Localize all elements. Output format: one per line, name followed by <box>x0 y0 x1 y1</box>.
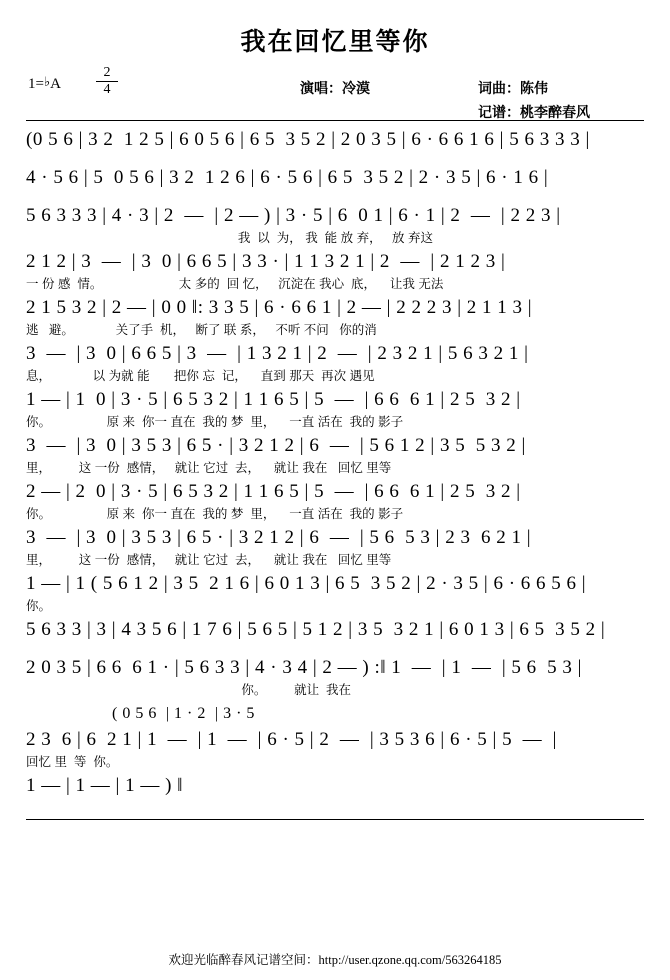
flat-icon: ♭ <box>43 74 51 89</box>
key-signature <box>28 74 61 93</box>
lyrics-row: 你。 就让 我在 <box>26 683 352 697</box>
notation-row: 2 1 2 | 3 — | 3 0 | 6 6 5 | 3 3 · | 1 1 3 2 1 | 2 — | 2 1 2 3 | <box>26 251 506 272</box>
notation-row: 4 · 5 6 | 5 0 5 6 | 3 2 1 2 6 | 6 · 5 6 | 6 5 3 5 2 | 2 · 3 5 | 6 · 1 6 | <box>26 167 549 188</box>
sheet-music-page <box>0 22 670 980</box>
score-line-ending-1 <box>26 571 644 615</box>
time-signature <box>96 66 118 97</box>
notation-row: 2 3 6 | 6 2 1 | 1 — | 1 — | 6 · 5 | 2 — | 3 5 3 6 | 6 · 5 | 5 — | <box>26 729 557 750</box>
lyrics-row: 里， 这 一份 感情， 就让 它过 去， 就让 我在 回忆 里等 <box>26 461 392 475</box>
time-numerator: 2 <box>96 66 118 82</box>
lyrics-row: 你。 原 来 你一 直在 我的 梦 里， 一直 活在 我的 影子 <box>26 415 404 429</box>
notation-row: 2 1 5 3 2 | 2 — | 0 0 ‖: 3 3 5 | 6 · 6 6 1 | 2 — | 2 2 2 3 | 2 1 1 3 | <box>26 297 533 318</box>
score-header <box>0 64 670 120</box>
score-body <box>26 127 644 809</box>
lyrics-row: 我 以 为， 我 能 放 弃， 放 弃这 <box>26 231 433 245</box>
key-letter: A <box>50 76 61 92</box>
score-line <box>26 525 644 569</box>
score-line-final <box>26 773 644 809</box>
lyrics-row: 回忆 里 等 你。 <box>26 755 119 769</box>
score-line-pickup <box>26 701 644 771</box>
notation-row: 3 — | 3 0 | 3 5 3 | 6 5 · | 3 2 1 2 | 6 — | 5 6 1 2 | 3 5 5 3 2 | <box>26 435 526 456</box>
singer-credit: 演唱：冷漠 <box>300 80 370 96</box>
key-label: 1= <box>28 76 44 92</box>
score-line <box>26 165 644 201</box>
notator-credit: 记谱：桃李醉春风 <box>478 104 590 120</box>
time-denominator: 4 <box>103 82 111 97</box>
score-line <box>26 249 644 293</box>
notation-row: 2 0 3 5 | 6 6 6 1 · | 5 6 3 3 | 4 · 3 4 | 2 — ) :‖ 1 — | 1 — | 5 6 5 3 | <box>26 657 582 678</box>
notation-row: 1 — | 1 ( 5 6 1 2 | 3 5 2 1 6 | 6 0 1 3 | 6 5 3 5 2 | 2 · 3 5 | 6 · 6 6 5 6 | <box>26 573 587 594</box>
lyrics-row: 里， 这 一份 感情， 就让 它过 去， 就让 我在 回忆 里等 <box>26 553 392 567</box>
score-line <box>26 433 644 477</box>
notation-row: 5 6 3 3 | 3 | 4 3 5 6 | 1 7 6 | 5 6 5 | 5 1 2 | 3 5 3 2 1 | 6 0 1 3 | 6 5 3 5 2 | <box>26 619 606 640</box>
score-line <box>26 617 644 653</box>
notation-row: 3 — | 3 0 | 3 5 3 | 6 5 · | 3 2 1 2 | 6 — | 5 6 5 3 | 2 3 6 2 1 | <box>26 527 532 548</box>
score-line <box>26 295 644 339</box>
lyrics-row: 你。 原 来 你一 直在 我的 梦 里， 一直 活在 我的 影子 <box>26 507 404 521</box>
notation-row: (0 5 6 | 3 2 1 2 5 | 6 0 5 6 | 6 5 3 5 2 | 2 0 3 5 | 6 · 6 6 1 6 | 5 6 3 3 3 | <box>26 129 590 150</box>
lyrics-row: 息， 以 为就 能 把你 忘 记， 直到 那天 再次 遇见 <box>26 369 375 383</box>
pickup-insert-row: ( 0 5 6 | 1 · 2 | 3 · 5 <box>112 705 255 722</box>
score-line <box>26 127 644 163</box>
notation-row: 3 — | 3 0 | 6 6 5 | 3 — | 1 3 2 1 | 2 — | 2 3 2 1 | 5 6 3 2 1 | <box>26 343 529 364</box>
page-title: 我在回忆里等你 <box>240 28 430 56</box>
lyrics-row: 一 份 感 情。 太 多的 回 忆， 沉淀在 我心 底， 让我 无法 <box>26 277 444 291</box>
lyrics-row <box>26 799 644 809</box>
notation-row: 2 — | 2 0 | 3 · 5 | 6 5 3 2 | 1 1 6 5 | 5 — | 6 6 6 1 | 2 5 3 2 | <box>26 481 521 502</box>
score-line-ending-2 <box>26 655 644 699</box>
score-line <box>26 387 644 431</box>
score-line <box>26 203 644 247</box>
lyrics-row <box>26 191 644 201</box>
notation-row: 1 — | 1 0 | 3 · 5 | 6 5 3 2 | 1 1 6 5 | 5 — | 6 6 6 1 | 2 5 3 2 | <box>26 389 521 410</box>
score-line <box>26 479 644 523</box>
notation-row: 1 — | 1 — | 1 — ) ‖ <box>26 775 184 796</box>
score-line <box>26 341 644 385</box>
lyrics-row <box>26 643 644 653</box>
footer-credit: 欢迎光临醉春风记谱空间：http://user.qzone.qq.com/563264185 <box>168 953 502 967</box>
lyrics-row: 你。 <box>26 599 52 613</box>
notation-row: 5 6 3 3 3 | 4 · 3 | 2 — | 2 — ) | 3 · 5 | 6 0 1 | 6 · 1 | 2 — | 2 2 3 | <box>26 205 561 226</box>
composer-credit: 词曲：陈伟 <box>478 80 548 96</box>
footer-divider <box>26 819 644 820</box>
lyrics-row <box>26 153 644 163</box>
lyrics-row: 逃 避。 关了手 机， 断了 联 系， 不听 不问 你的消 <box>26 323 377 337</box>
